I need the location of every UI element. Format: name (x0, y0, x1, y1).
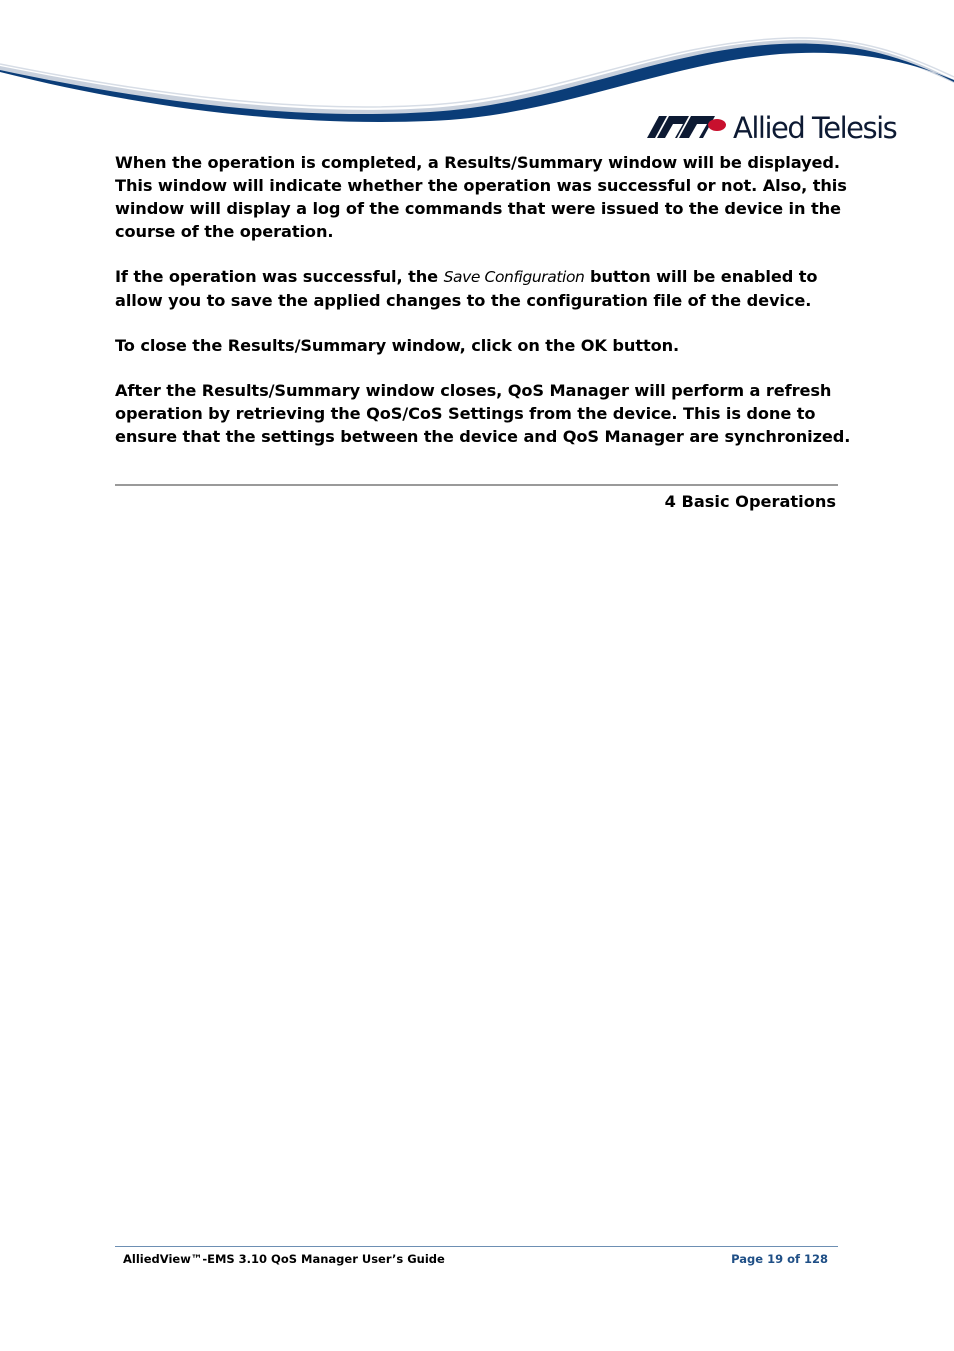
allied-telesis-logo (645, 108, 905, 148)
paragraph-text-before: If the operation was successful, the (115, 267, 444, 286)
save-configuration-term: Save Configuration (443, 268, 585, 286)
footer-doc-title: AlliedView™-EMS 3.10 QoS Manager User’s Guide (123, 1252, 445, 1266)
section-label: 4 Basic Operations (664, 492, 836, 511)
paragraph-close-window: To close the Results/Summary window, click on the OK button. (115, 336, 680, 355)
paragraph-text-after: button will be enabled to allow you to save the applied changes to the configuration file of the device. (115, 267, 818, 310)
paragraph-refresh-operation: After the Results/Summary window closes, QoS Manager will perform a refresh operation by retrieving the QoS/CoS Settings from the device. This is done to ensure that the settings between the device and QoS Manager are synchronized. (115, 381, 851, 446)
paragraph-results-window: When the operation is completed, a Results/Summary window will be displayed. This window will indicate whether the operation was successful or not. Also, this window will display a log of the commands that were issued to the device in the course of the operation. (115, 153, 847, 241)
logo-wordmark: Allied Telesis (733, 111, 897, 145)
section-divider (115, 484, 838, 486)
document-body (115, 151, 855, 470)
footer-page-number: Page 19 of 128 (731, 1252, 828, 1266)
paragraph-save-configuration (115, 265, 855, 312)
footer-divider (115, 1246, 838, 1247)
at-logo-mark-icon (645, 108, 729, 148)
